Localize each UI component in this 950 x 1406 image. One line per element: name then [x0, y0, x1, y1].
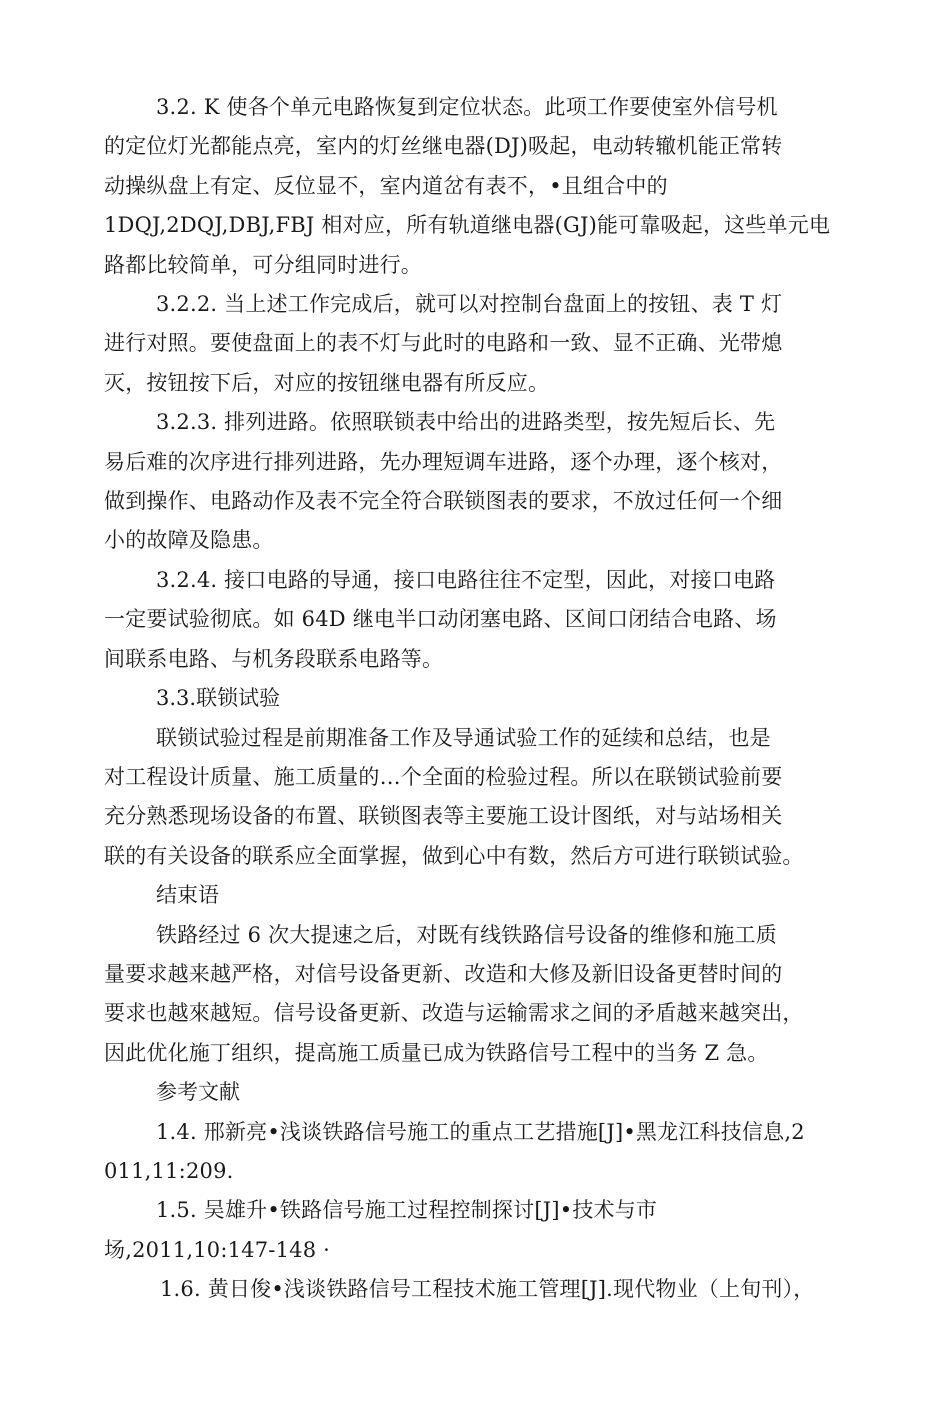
text-line: 1.4. 邢新亮•浅谈铁路信号施工的重点工艺措施[J]•黑龙江科技信息,2	[156, 1119, 805, 1144]
text-line: 进行对照。要使盘面上的表不灯与此时的电路和一致、显不正确、光带熄	[104, 331, 783, 356]
text-line: 路都比较简单，可分组同时进行。	[104, 252, 422, 277]
paragraph-3-2	[104, 88, 870, 285]
section-heading-3-3: 3.3.联锁试验	[156, 686, 281, 711]
paragraph-3-3	[104, 719, 870, 877]
reference-item	[104, 1270, 870, 1309]
text-line: 灭，按钮按下后，对应的按钮继电器有所反应。	[104, 370, 550, 395]
reference-item	[104, 1191, 870, 1270]
references-heading: 参考文献	[156, 1080, 240, 1105]
text-line: 充分熟悉现场设备的布置、联锁图表等主要施工设计图纸，对与站场相关	[104, 804, 783, 829]
text-line: 对工程设计质量、施工质量的…个全面的检验过程。所以在联锁试验前要	[104, 764, 783, 789]
text-line: 做到操作、电路动作及表不完全符合联锁图表的要求，不放过任何一个细	[104, 489, 783, 514]
text-line: 3.2.2. 当上述工作完成后，就可以对控制台盘面上的按钮、表 T 灯	[156, 292, 783, 317]
text-line: 1.6. 黄日俊•浅谈铁路信号工程技术施工管理[J].现代物业（上旬刊），	[160, 1277, 815, 1302]
text-line: 3.2. K 使各个单元电路恢复到定位状态。此项工作要使室外信号机	[156, 95, 778, 119]
text-line: 011,11:209.	[104, 1158, 234, 1183]
text-line: 量要求越来越严格，对信号设备更新、改造和大修及新旧设备更替时间的	[104, 961, 783, 986]
conclusion-paragraph	[104, 916, 870, 1074]
paragraph-3-2-4	[104, 561, 870, 679]
text-line: 易后难的次序进行排列进路，先办理短调车进路，逐个办理，逐个核对，	[104, 449, 783, 474]
text-line: 1DQJ,2DQJ,DBJ,FBJ 相对应，所有轨道继电器(GJ)能可靠吸起，这些单元电	[104, 213, 831, 238]
text-line: 一定要试验彻底。如 64D 继电半口动闭塞电路、区间口闭结合电路、场	[104, 607, 777, 632]
text-line: 1.5. 吴雄升•铁路信号施工过程控制探讨[J]•技术与市	[156, 1198, 658, 1223]
text-line: 因此优化施丁组织，提高施工质量已成为铁路信号工程中的当务 Z 急。	[104, 1040, 769, 1065]
text-line: 要求也越來越短。信号设备更新、改造与运输需求之间的矛盾越来越突出，	[104, 1001, 804, 1026]
text-line: 3.2.3. 排列进路。依照联锁表中给出的进路类型，按先短后长、先	[156, 410, 776, 435]
paragraph-3-2-3	[104, 403, 870, 561]
conclusion-heading: 结束语	[156, 883, 219, 908]
text-line: 动操纵盘上有定、反位显不，室内道岔有表不，•且组合中的	[104, 173, 668, 198]
text-line: 的定位灯光都能点亮，室内的灯丝继电器(DJ)吸起，电动转辙机能正常转	[104, 134, 783, 159]
text-line: 联锁试验过程是前期准备工作及导通试验工作的延续和总结，也是	[156, 725, 771, 750]
reference-item	[104, 1113, 870, 1192]
text-line: 联的有关设备的联系应全面掌握，做到心中有数，然后方可进行联锁试验。	[104, 843, 804, 868]
text-line: 铁路经过 6 次大提速之后，对既有线铁路信号设备的维修和施工质	[156, 922, 777, 947]
text-line: 间联系电路、与机务段联系电路等。	[104, 646, 444, 671]
text-line: 场,2011,10:147-148 ·	[104, 1237, 331, 1262]
text-line: 小的故障及隐患。	[104, 528, 274, 553]
text-line: 3.2.4. 接口电路的导通，接口电路往往不定型，因此，对接口电路	[156, 567, 776, 592]
paragraph-3-2-2	[104, 285, 870, 403]
